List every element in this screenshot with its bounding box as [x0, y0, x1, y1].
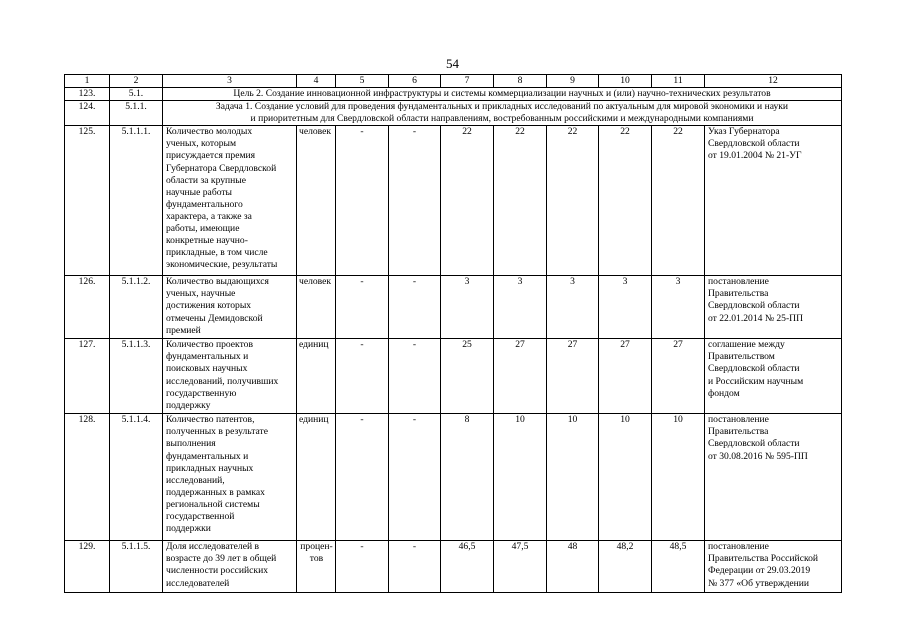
text-line: № 377 «Об утверждении [708, 577, 810, 589]
text-line: региональной системы [166, 498, 260, 510]
text-line: поддержки [166, 523, 211, 535]
value-cell: 3 [441, 276, 494, 339]
value-cell: 22 [494, 126, 547, 276]
text-line: постановление [708, 414, 769, 426]
unit [297, 126, 336, 276]
table-row [65, 276, 842, 339]
value-cell: 3 [494, 276, 547, 339]
source-document [705, 414, 842, 541]
text-line: постановление [708, 541, 769, 553]
text-line: Федерации от 29.03.2019 [708, 565, 811, 577]
text-line: постановление [708, 276, 769, 288]
unit [297, 339, 336, 414]
column-header: 8 [494, 75, 547, 88]
text-line: поисковых научных [166, 363, 248, 375]
row-number: 123. [65, 88, 110, 101]
text-line: конкретные научно- [166, 235, 248, 247]
text-line: области за крупные [166, 174, 247, 186]
text-line: исследований, получивших [166, 375, 279, 387]
row-number: 127. [65, 339, 110, 414]
row-code: 5.1.1. [110, 101, 163, 126]
text-line: научные работы [166, 186, 233, 198]
value-cell: - [336, 126, 389, 276]
row-number: 126. [65, 276, 110, 339]
value-cell: 3 [547, 276, 599, 339]
text-line: исследований, [166, 474, 225, 486]
value-cell: 10 [599, 414, 652, 541]
source-document [705, 126, 842, 276]
table-row [65, 541, 842, 593]
row-code: 5.1.1.1. [110, 126, 163, 276]
text-line: Количество патентов, [166, 414, 255, 426]
row-code: 5.1.1.4. [110, 414, 163, 541]
indicator-name [163, 541, 297, 593]
value-cell: - [389, 339, 441, 414]
text-line: процен- [300, 541, 333, 553]
text-line: Свердловской области [708, 300, 800, 312]
row-number: 124. [65, 101, 110, 126]
value-cell: 48,5 [652, 541, 705, 593]
value-cell: 22 [599, 126, 652, 276]
text-line: Свердловской области [708, 438, 800, 450]
text-line: тов [309, 553, 324, 565]
value-cell: 46,5 [441, 541, 494, 593]
text-line: Правительства [708, 288, 769, 300]
value-cell: 8 [441, 414, 494, 541]
text-line: прикладных научных [166, 462, 254, 474]
text-line: Правительства [708, 426, 769, 438]
text-line: Количество проектов [166, 339, 253, 351]
value-cell: 27 [599, 339, 652, 414]
text-line: государственную [166, 387, 237, 399]
value-cell: - [389, 126, 441, 276]
text-line: поддержку [166, 399, 211, 411]
indicator-name [163, 339, 297, 414]
task-row [65, 101, 842, 126]
text-line: Правительства Российской [708, 553, 819, 565]
value-cell: - [389, 541, 441, 593]
column-header: 7 [441, 75, 494, 88]
value-cell: - [336, 276, 389, 339]
text-line: Свердловской области [708, 363, 800, 375]
column-header: 9 [547, 75, 599, 88]
indicator-name [163, 276, 297, 339]
row-code: 5.1.1.5. [110, 541, 163, 593]
text-line: единиц [299, 414, 329, 426]
value-cell: 22 [547, 126, 599, 276]
value-cell: 22 [652, 126, 705, 276]
text-line: характера, а также за [166, 210, 252, 222]
text-line: прикладные, в том числе [166, 247, 268, 259]
value-cell: 10 [494, 414, 547, 541]
value-cell: 48,2 [599, 541, 652, 593]
text-line: отмечены Демидовской [166, 312, 263, 324]
text-line: численности российских [166, 565, 269, 577]
goal-text: Цель 2. Создание инновационной инфраструктуры и системы коммерциализации научных и (или) научно-технических результатов [163, 88, 842, 101]
unit [297, 276, 336, 339]
value-cell: - [389, 414, 441, 541]
unit [297, 541, 336, 593]
task-text-line: и приоритетным для Свердловской области направлениям, востребованным российскими и международными компаниями [250, 113, 754, 125]
column-header: 5 [336, 75, 389, 88]
text-line: работы, имеющие [166, 223, 240, 235]
text-line: выполнения [166, 438, 216, 450]
table-row [65, 339, 842, 414]
column-header: 10 [599, 75, 652, 88]
text-line: Количество выдающихся [166, 276, 269, 288]
unit [297, 414, 336, 541]
indicators-table [64, 74, 842, 593]
value-cell: 22 [441, 126, 494, 276]
column-header: 2 [110, 75, 163, 88]
text-line: Губернатора Свердловской [166, 162, 277, 174]
text-line: ученых, научные [166, 288, 236, 300]
row-number: 128. [65, 414, 110, 541]
text-line: человек [299, 276, 332, 288]
task-text [163, 101, 842, 126]
column-header: 4 [297, 75, 336, 88]
text-line: человек [299, 126, 332, 138]
text-line: фундаментальных и [166, 351, 249, 363]
column-header: 3 [163, 75, 297, 88]
row-code: 5.1. [110, 88, 163, 101]
row-code: 5.1.1.2. [110, 276, 163, 339]
column-header: 6 [389, 75, 441, 88]
text-line: от 22.01.2014 № 25-ПП [708, 312, 804, 324]
text-line: соглашение между [708, 339, 785, 351]
value-cell: - [336, 414, 389, 541]
table-row [65, 126, 842, 276]
value-cell: 25 [441, 339, 494, 414]
source-document [705, 339, 842, 414]
goal-row [65, 88, 842, 101]
text-line: от 30.08.2016 № 595-ПП [708, 450, 808, 462]
text-line: возрасте до 39 лет в общей [166, 553, 277, 565]
text-line: присуждается премия [166, 150, 256, 162]
text-line: единиц [299, 339, 329, 351]
value-cell: 10 [547, 414, 599, 541]
text-line: достижения которых [166, 300, 252, 312]
table-row [65, 414, 842, 541]
value-cell: 3 [599, 276, 652, 339]
text-line: от 19.01.2004 № 21-УГ [708, 150, 802, 162]
value-cell: 47,5 [494, 541, 547, 593]
source-document [705, 276, 842, 339]
text-line: и Российским научным [708, 375, 804, 387]
page-number: 54 [446, 56, 459, 71]
text-line: фундаментального [166, 198, 243, 210]
value-cell: 27 [652, 339, 705, 414]
text-line: поддержанных в рамках [166, 486, 265, 498]
text-line: полученных в результате [166, 426, 269, 438]
column-header: 1 [65, 75, 110, 88]
text-line: Указ Губернатора [708, 126, 780, 138]
text-line: премией [166, 324, 201, 336]
indicator-name [163, 414, 297, 541]
indicator-name [163, 126, 297, 276]
column-header: 12 [705, 75, 842, 88]
value-cell: 3 [652, 276, 705, 339]
text-line: фондом [708, 387, 740, 399]
column-number-row [65, 75, 842, 88]
text-line: государственной [166, 511, 235, 523]
value-cell: 27 [494, 339, 547, 414]
text-line: Свердловской области [708, 138, 800, 150]
text-line: Количество молодых [166, 126, 253, 138]
row-number: 129. [65, 541, 110, 593]
text-line: Доля исследователей в [166, 541, 260, 553]
value-cell: 48 [547, 541, 599, 593]
task-text-line: Задача 1. Создание условий для проведения фундаментальных и прикладных исследований по актуальным для мировой экономики и науки [215, 101, 789, 113]
value-cell: - [389, 276, 441, 339]
value-cell: - [336, 339, 389, 414]
row-code: 5.1.1.3. [110, 339, 163, 414]
text-line: экономические, результаты [166, 259, 278, 271]
column-header: 11 [652, 75, 705, 88]
value-cell: 27 [547, 339, 599, 414]
value-cell: 10 [652, 414, 705, 541]
row-number: 125. [65, 126, 110, 276]
text-line: Правительством [708, 351, 775, 363]
text-line: фундаментальных и [166, 450, 249, 462]
source-document [705, 541, 842, 593]
text-line: ученых, которым [166, 138, 237, 150]
text-line: исследователей [166, 577, 230, 589]
value-cell: - [336, 541, 389, 593]
